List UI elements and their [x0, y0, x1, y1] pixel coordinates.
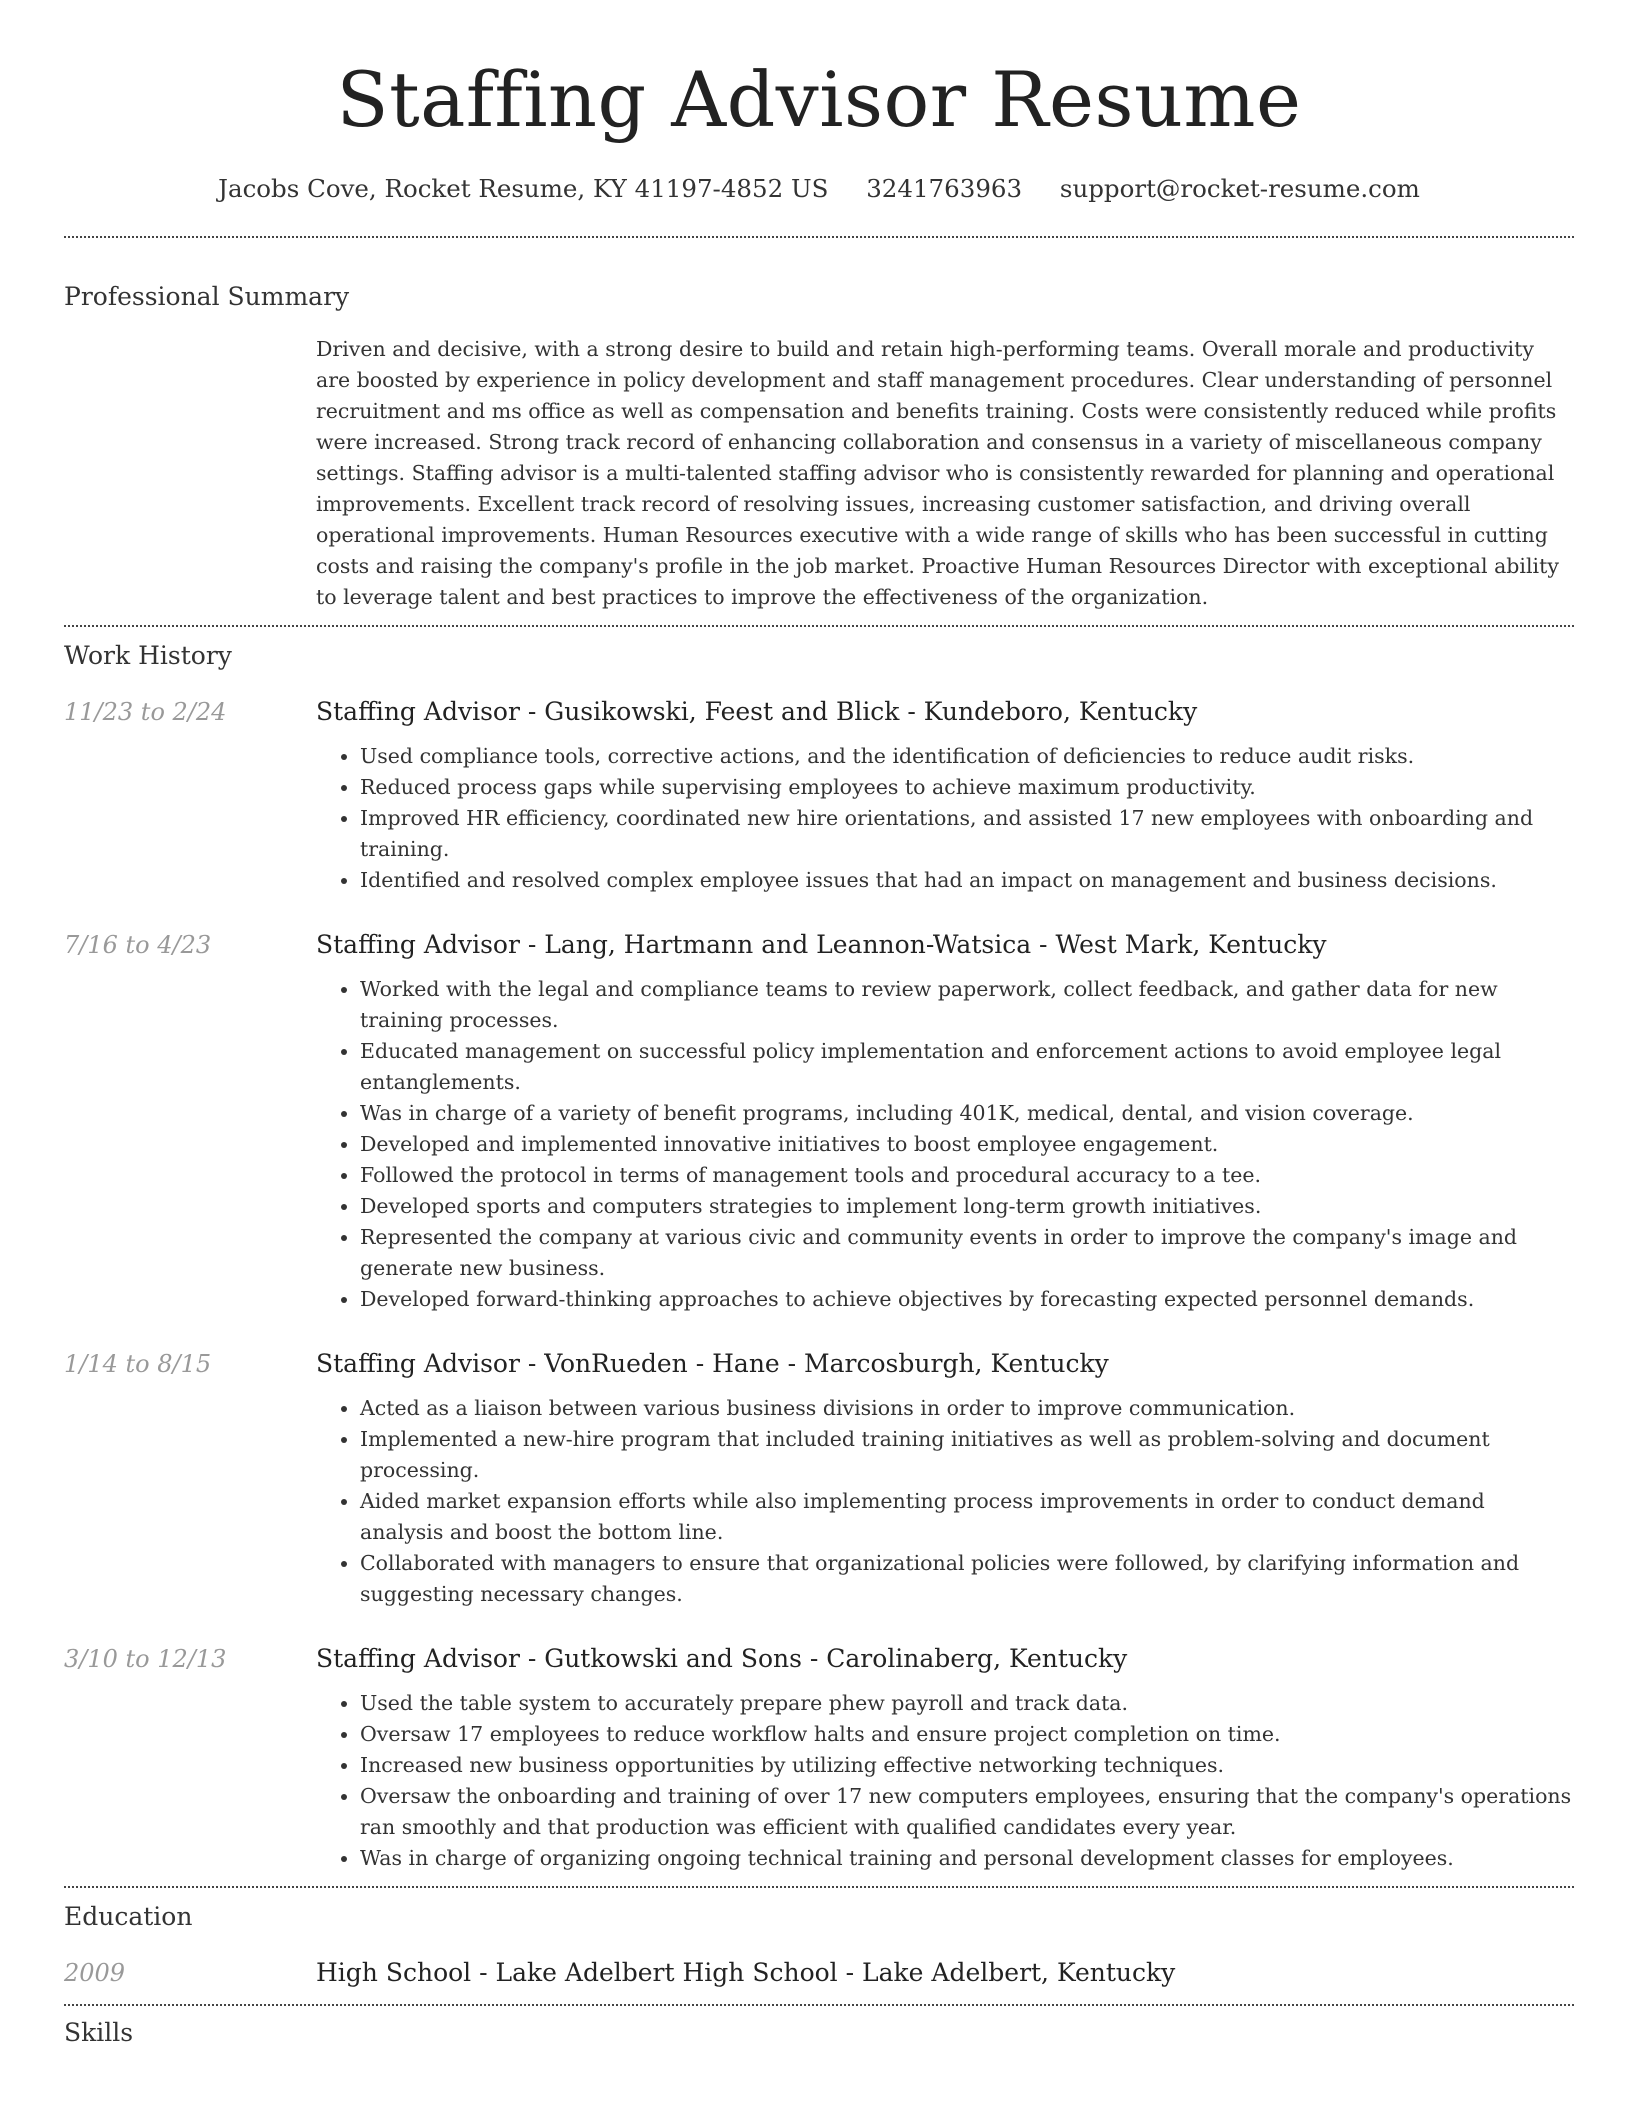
- job-bullet: • Used the table system to accurately prepare phew payroll and track data.: [360, 1688, 1574, 1719]
- job-dates: 7/16 to 4/23: [64, 931, 212, 959]
- education-entry: [64, 1956, 1574, 2004]
- job-heading: Staffing Advisor - Lang, Hartmann and Leannon-Watsica - West Mark, Kentucky: [316, 930, 1327, 959]
- job-bullet: • Used compliance tools, corrective actions, and the identification of deficiencies to reduce audit risks.: [360, 741, 1574, 772]
- job-bullets: [316, 974, 1574, 1315]
- job-bullet: • Followed the protocol in terms of management tools and procedural accuracy to a tee.: [360, 1160, 1574, 1191]
- job-bullet: • Represented the company at various civic and community events in order to improve the company's image and generate new business.: [360, 1222, 1574, 1284]
- job-heading: Staffing Advisor - VonRueden - Hane - Marcosburgh, Kentucky: [316, 1349, 1109, 1378]
- education-heading: High School - Lake Adelbert High School - Lake Adelbert, Kentucky: [316, 1958, 1176, 1987]
- divider: [64, 1886, 1574, 1888]
- job-dates: 3/10 to 12/13: [64, 1645, 227, 1673]
- contact-line: [64, 172, 1574, 206]
- job-bullet: • Was in charge of organizing ongoing technical training and personal development classes for employees.: [360, 1843, 1574, 1874]
- job-bullet: • Developed sports and computers strategies to implement long-term growth initiatives.: [360, 1191, 1574, 1222]
- section-title-skills: Skills: [64, 2018, 134, 2047]
- job-bullet: • Was in charge of a variety of benefit programs, including 401K, medical, dental, and vision coverage.: [360, 1098, 1574, 1129]
- resume-title: Staffing Advisor Resume: [336, 55, 1302, 144]
- job-bullets: [316, 1393, 1574, 1610]
- job-bullet: • Developed forward-thinking approaches to achieve objectives by forecasting expected personnel demands.: [360, 1284, 1574, 1315]
- job-bullet: • Improved HR efficiency, coordinated new hire orientations, and assisted 17 new employees with onboarding and training.: [360, 803, 1574, 865]
- resume-page: [64, 0, 1574, 2050]
- contact-address: Jacobs Cove, Rocket Resume, KY 41197-4852 US: [218, 174, 829, 203]
- education-year: 2009: [64, 1959, 126, 1987]
- job-bullet: • Implemented a new-hire program that included training initiatives as well as problem-solving and document processing.: [360, 1424, 1574, 1486]
- job-bullet: • Educated management on successful policy implementation and enforcement actions to avoid employee legal entanglements.: [360, 1036, 1574, 1098]
- job-heading: Staffing Advisor - Gusikowski, Feest and Blick - Kundeboro, Kentucky: [316, 697, 1198, 726]
- contact-email[interactable]: support@rocket-resume.com: [1059, 174, 1420, 203]
- section-title-education: Education: [64, 1902, 193, 1931]
- job-bullet: • Acted as a liaison between various business divisions in order to improve communication.: [360, 1393, 1574, 1424]
- job-bullet: • Aided market expansion efforts while also implementing process improvements in order to conduct demand analysis and boost the bottom line.: [360, 1486, 1574, 1548]
- summary-text: Driven and decisive, with a strong desire to build and retain high-performing teams. Overall morale and productivity are boosted by experience in policy development and staff management procedures. Clear understanding of personnel recruitment and ms office as well as compensation and benefits training. Costs were consistently reduced while profits were increased. Strong track record of enhancing collaboration and consensus in a variety of miscellaneous company settings. Staffing advisor is a multi-talented staffing advisor who is consistently rewarded for planning and operational improvements. Excellent track record of resolving issues, increasing customer satisfaction, and driving overall operational improvements. Human Resources executive with a wide range of skills who has been successful in cutting costs and raising the company's profile in the job market. Proactive Human Resources Director with exceptional ability to leverage talent and best practices to improve the effectiveness of the organization.: [316, 337, 1559, 609]
- job-bullet: • Identified and resolved complex employee issues that had an impact on management and business decisions.: [360, 865, 1574, 896]
- job-bullet: • Oversaw 17 employees to reduce workflow halts and ensure project completion on time.: [360, 1719, 1574, 1750]
- job-bullet: • Developed and implemented innovative initiatives to boost employee engagement.: [360, 1129, 1574, 1160]
- job-bullet: • Collaborated with managers to ensure that organizational policies were followed, by clarifying information and suggesting necessary changes.: [360, 1548, 1574, 1610]
- job-bullet: • Increased new business opportunities by utilizing effective networking techniques.: [360, 1750, 1574, 1781]
- job-bullet: • Oversaw the onboarding and training of over 17 new computers employees, ensuring that the company's operations ran smoothly and that production was efficient with qualified candidates every year.: [360, 1781, 1574, 1843]
- contact-phone: 3241763963: [866, 174, 1023, 203]
- divider: [64, 236, 1574, 238]
- job-entry: [64, 928, 1574, 1315]
- divider: [64, 2004, 1574, 2006]
- job-bullet: • Worked with the legal and compliance teams to review paperwork, collect feedback, and gather data for new training processes.: [360, 974, 1574, 1036]
- divider: [64, 625, 1574, 627]
- job-bullets: [316, 1688, 1574, 1874]
- job-bullets: [316, 741, 1574, 896]
- job-dates: 1/14 to 8/15: [64, 1350, 212, 1378]
- job-bullet: • Reduced process gaps while supervising employees to achieve maximum productivity.: [360, 772, 1574, 803]
- job-dates: 11/23 to 2/24: [64, 698, 227, 726]
- section-title-work-history: Work History: [64, 641, 232, 670]
- job-entry: [64, 1642, 1574, 1874]
- job-entry: [64, 695, 1574, 896]
- job-entry: [64, 1347, 1574, 1610]
- section-title-summary: Professional Summary: [64, 282, 350, 311]
- job-heading: Staffing Advisor - Gutkowski and Sons - Carolinaberg, Kentucky: [316, 1644, 1128, 1673]
